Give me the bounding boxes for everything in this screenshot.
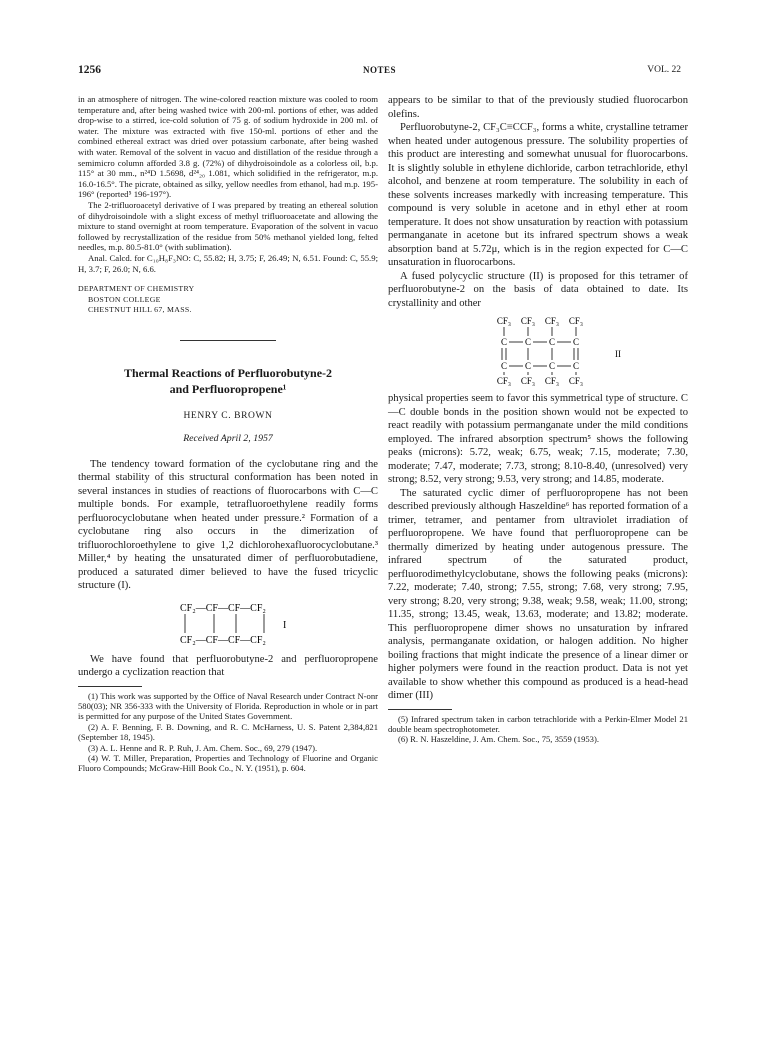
running-header — [78, 64, 681, 80]
footnote: (2) A. F. Benning, F. B. Downing, and R. C. McHarness, U. S. Patent 2,384,821 (September 18, 1945). — [78, 721, 378, 743]
footnotes — [78, 691, 378, 774]
address-line: BOSTON COLLEGE — [88, 294, 161, 304]
paragraph: in an atmosphere of nitrogen. The wine-colored reaction mixture was cooled to room temperature and, after being washed twice with 200-ml. portions of ether, was added drop-wise to a stirred, ice-cold solution of 75 g. of sodium hydroxide in 200 ml. of water. The mixture was extracted with five 150-ml. portions of ether and the combined ethereal extract was dried over potassium carbonate, after being washed with water. Removal of the solvent in vacuo and distillation of the residue through a semimicro column afforded 3.8 g. (72%) of dihydroisoindole as a colorless oil, b.p. 115° at 30 mm., n²⁴D 1.5698, d²⁴₂₀ 1.081, which solidified in the refrigerator, m.p. 16.0-16.5°. The picrate, obtained as silky, yellow needles from ethanol, had m.p. 195-196° (reported⁵ 196-197°). — [78, 94, 378, 200]
cf3-group: CF₃ — [520, 376, 536, 386]
experimental-continued — [78, 94, 378, 274]
section-title: NOTES — [362, 65, 396, 75]
paragraph: The 2-trifluoroacetyl derivative of I was prepared by treating an ethereal solution of dihydroisoindole with a slight excess of methyl trifluoroacetate and allowing the mixture to stand overnight at room temperature. Evaporation of the solvent in vacuo followed by recrystallization of the residue from 50% methanol yielded long, felted needles, m.p. 80.5-81.0° (with sublimation). — [78, 199, 378, 253]
article-body — [78, 653, 378, 680]
carbon-atom: C — [548, 337, 556, 347]
cf3-group: CF₃ — [568, 376, 584, 386]
structure-label: I — [283, 619, 287, 631]
footnote: (1) This work was supported by the Office of Naval Research under Contract N-onr 580(03); NR 356-333 with the University of Florida. Reproduction in whole or in part is permitted for any purpose of the United States Government. — [78, 690, 378, 722]
structure-bottom-row: CF₂—CF—CF—CF₂ — [180, 634, 266, 646]
structure-I — [78, 599, 378, 651]
article-body — [388, 392, 688, 703]
cf3-group: CF₃ — [496, 376, 512, 386]
carbon-atom: C — [500, 337, 508, 347]
footnote-rule — [78, 686, 142, 687]
address-line: DEPARTMENT OF CHEMISTRY — [78, 284, 195, 294]
carbon-atom: C — [524, 337, 532, 347]
paragraph: The saturated cyclic dimer of perfluoropropene has not been described previously although Haszeldine⁶ has reported formation of a trimer, tetramer, and pentamer from ultraviolet irradiation of perfluoropropene. We have found that perfluoropropene can be thermally dimerized by heating under autogenous pressure. The infrared spectrum of the saturated product, perfluorodimethylcyclobutane, shows the following peaks (microns): 7.22, moderate; 7.40, strong; 7.55, strong; 7.68, very strong; 7.95, very strong; 8.20, very strong; 9.38, weak; 9.58, weak; 11.00, strong; 11.35, strong; 13.45, weak, 13.63, moderate; and 13.82; moderate. This perfluoropropene dimer shows no unsaturation by infrared analysis, permanganate oxidation, or halogen addition. No higher boiling fractions that might indicate the presence of a linear dimer or higher polymers were found in the reaction product. Data is not yet available to show whether this compound as produced is a head-head dimer (III) — [388, 487, 688, 701]
footnote: (4) W. T. Miller, Preparation, Properties and Technology of Fluorine and Organic Fluoro Compounds; McGraw-Hill Book Co., N. Y. (1951), p. 604. — [78, 753, 378, 774]
received-date: Received April 2, 1957 — [183, 432, 273, 444]
article-title-line: and Perfluoropropene¹ — [169, 381, 287, 396]
footnote-rule — [388, 709, 452, 710]
cf3-group: CF₃ — [496, 316, 512, 326]
carbon-atom: C — [572, 337, 580, 347]
carbon-atom: C — [572, 361, 580, 371]
article-body — [78, 458, 378, 593]
left-column — [78, 94, 378, 774]
cf3-group: CF₃ — [520, 316, 536, 326]
paragraph: The tendency toward formation of the cyclobutane ring and the thermal stability of this structural conformation has been noted in several instances in studies of reactions of fluorocarbons with C—C multiple bonds. For example, tetrafluoroethylene readily forms perfluorocyclobutane when heated under pressure.² Formation of a cyclobutane ring also occurs in the dimerization of trifluorochloroethylene to give 1,2 dichlorohexafluorocyclobutane.³ Miller,⁴ by heating the unsaturated dimer of perfluorobutadiene, produced a saturated dimer believed to have the fused tricyclic structure (I). — [78, 458, 378, 592]
address-line: CHESTNUT HILL 67, MASS. — [88, 305, 192, 315]
volume-label: VOL. 22 — [647, 65, 681, 75]
structure-II — [388, 314, 688, 392]
author-address — [78, 284, 378, 316]
footnotes — [388, 714, 688, 745]
author-name: HENRY C. BROWN — [183, 410, 273, 421]
structure-top-row: CF₂—CF—CF—CF₂ — [180, 602, 266, 614]
paragraph: Perfluorobutyne-2, CF₃C≡CCF₃, forms a white, crystalline tetramer when heated under autogenous pressure. The solubility properties of this product are interesting and somewhat unusual for fluorocarbons. It is slightly soluble in ethylene dichloride, carbon tetrachloride, ethyl alcohol, and benzene at room temperature. The solubility in each of these solvents increases markedly with increasing temperature. This compound is very soluble in acetone and in ethyl ether at room temperature. It does not show unsaturation by reaction with potassium permanganate in acetone but its infrared spectrum shows a weak absorption band at 5.72μ, which is in the region expected for C—C unsaturation in fluorocarbons. — [388, 122, 688, 268]
carbon-atom: C — [524, 361, 532, 371]
cf3-group: CF₃ — [544, 316, 560, 326]
right-column — [388, 94, 688, 745]
paragraph: physical properties seem to favor this symmetrical type of structure. C—C double bonds in the position shown would not be expected to react readily with potassium permanganate under the mild conditions employed. The infrared absorption spectrum⁵ shows the following peaks (microns): 5.72, weak; 6.75, weak; 7.15, moderate; 7.30, moderate; 7.47, moderate; 7.73, strong; 8.10-8.40, (unresolved) very strong; 8.52, very strong; 9.53, very strong; and 14.85, moderate. — [388, 393, 688, 485]
cf3-group: CF₃ — [544, 376, 560, 386]
article-body — [388, 94, 688, 310]
carbon-atom: C — [548, 361, 556, 371]
page-number: 1256 — [78, 64, 101, 76]
cf3-group: CF₃ — [568, 316, 584, 326]
article-title-line: Thermal Reactions of Perfluorobutyne-2 — [123, 365, 333, 380]
structure-label: II — [615, 349, 621, 359]
footnote: (3) A. L. Henne and R. P. Ruh, J. Am. Chem. Soc., 69, 279 (1947). — [88, 742, 318, 753]
article-title — [78, 365, 378, 397]
paragraph: A fused polycyclic structure (II) is proposed for this tetramer of perfluorobutyne-2 on the basis of data obtained to date. Its crystallinity and other — [388, 270, 688, 309]
paragraph: appears to be similar to that of the previously studied fluorocarbon olefins. — [388, 95, 688, 120]
analysis-paragraph: Anal. Calcd. for C₁₀H₈F₃NO: C, 55.82; H, 3.75; F, 26.49; N, 6.51. Found: C, 55.9; H, 3.7; F, 26.0; N, 6.6. — [78, 252, 378, 274]
footnote: (6) R. N. Haszeldine, J. Am. Chem. Soc., 75, 3559 (1953). — [398, 734, 599, 745]
paragraph: We have found that perfluorobutyne-2 and perfluoropropene undergo a cyclization reaction that — [78, 653, 378, 679]
carbon-atom: C — [500, 361, 508, 371]
footnote: (5) Infrared spectrum taken in carbon tetrachloride with a Perkin-Elmer Model 21 double beam spectrophotometer. — [388, 713, 688, 734]
